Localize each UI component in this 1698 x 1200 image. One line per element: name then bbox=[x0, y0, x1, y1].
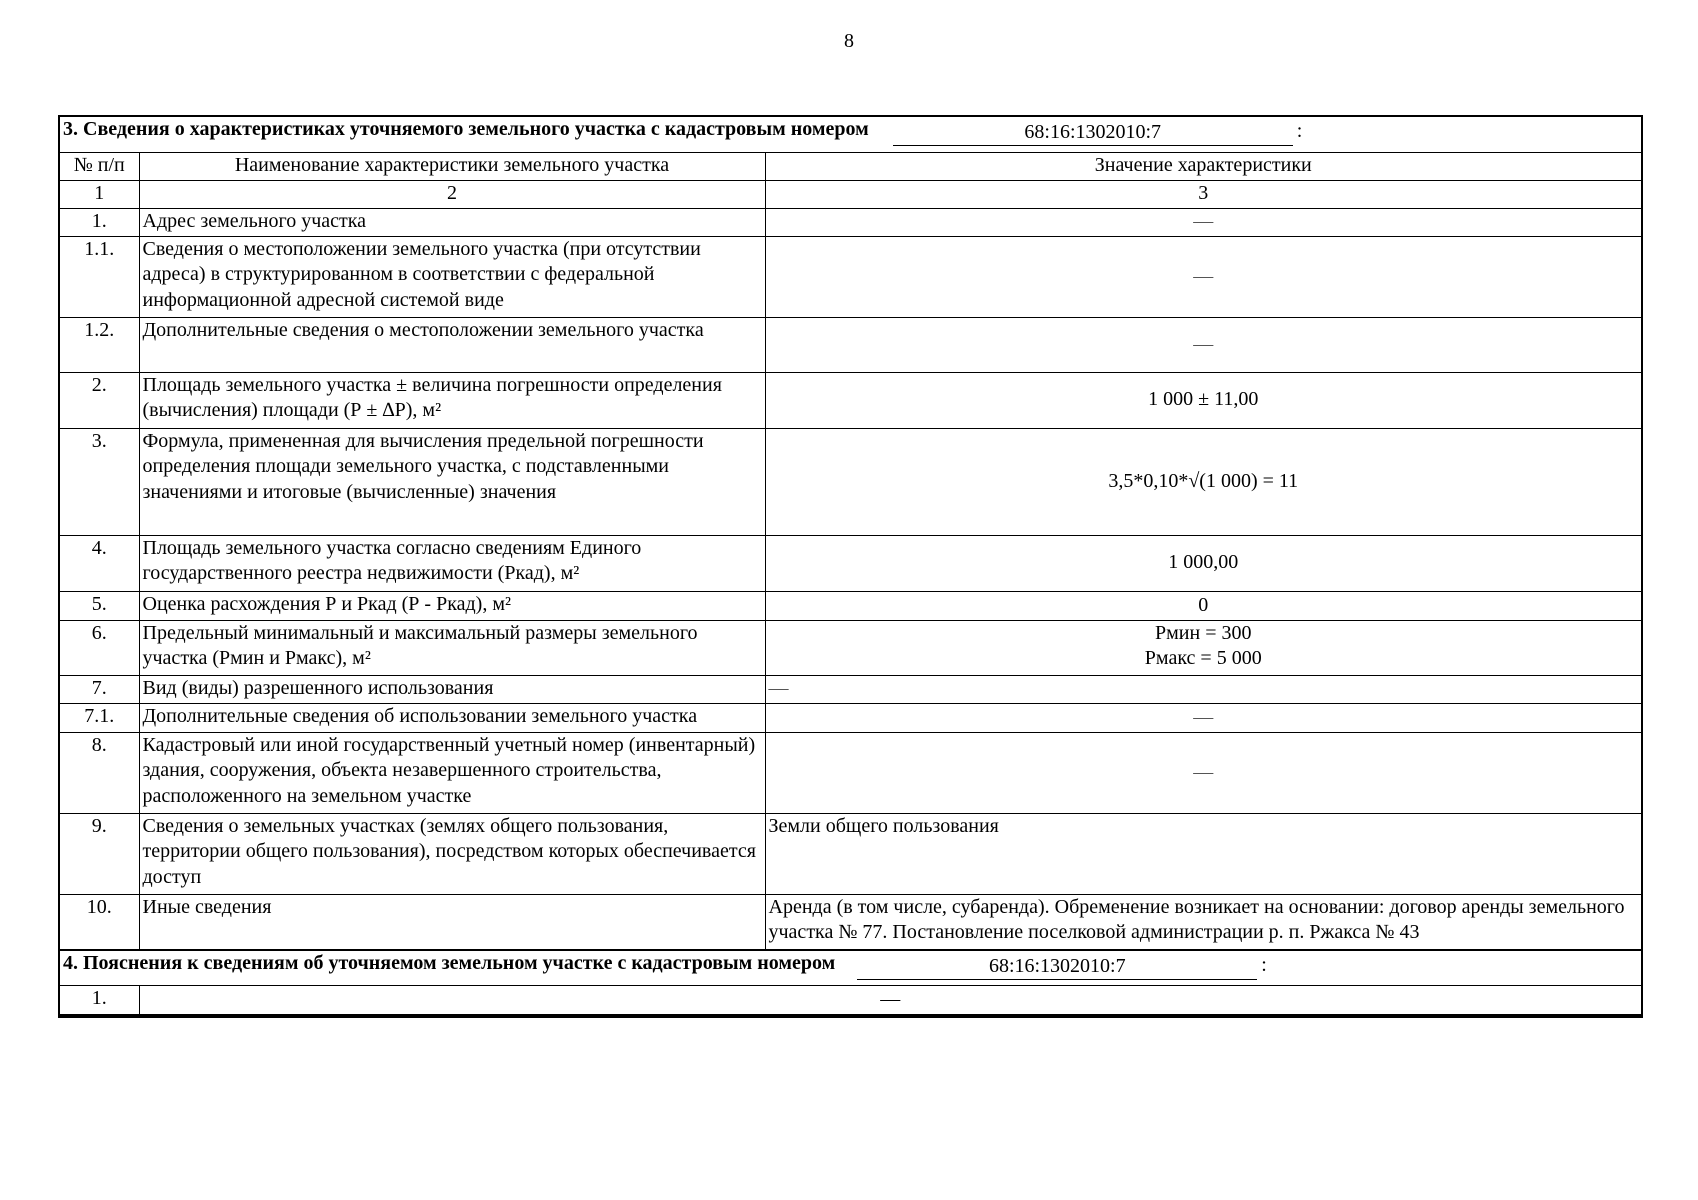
row-number: 1.2. bbox=[60, 317, 139, 372]
row-name: Дополнительные сведения о местоположении земельного участка bbox=[139, 317, 765, 372]
row-number: 10. bbox=[60, 894, 139, 950]
column-number-row bbox=[60, 180, 1641, 208]
row-value: 1 000 ± 11,00 bbox=[765, 372, 1641, 428]
row-number: 6. bbox=[60, 620, 139, 675]
column-header-value: Значение характеристики bbox=[765, 152, 1641, 180]
row-value-min: Рмин = 300 bbox=[1155, 621, 1252, 644]
row-number: 2. bbox=[60, 372, 139, 428]
row-number: 1. bbox=[60, 985, 139, 1014]
column-header-num: № п/п bbox=[60, 152, 139, 180]
row-value: — bbox=[139, 985, 1641, 1014]
row-name: Адрес земельного участка bbox=[139, 208, 765, 236]
section4-header-row bbox=[60, 950, 1641, 985]
row-name: Иные сведения bbox=[139, 894, 765, 950]
table-row bbox=[60, 535, 1641, 591]
column-header-row bbox=[60, 152, 1641, 180]
row-value: — bbox=[765, 236, 1641, 317]
row-number: 7. bbox=[60, 675, 139, 703]
table-row bbox=[60, 236, 1641, 317]
row-number: 4. bbox=[60, 535, 139, 591]
row-value: Земли общего пользования bbox=[765, 813, 1641, 894]
row-name: Кадастровый или иной государственный учетный номер (инвентарный) здания, сооружения, объекта незавершенного строительства, расположенного на земельном участке bbox=[139, 732, 765, 813]
table-row bbox=[60, 591, 1641, 620]
row-name: Сведения о местоположении земельного участка (при отсутствии адреса) в структурированном в соответствии с федеральной информационной адресной системой виде bbox=[139, 236, 765, 317]
row-value: — bbox=[765, 675, 1641, 703]
row-number: 9. bbox=[60, 813, 139, 894]
row-value: — bbox=[765, 732, 1641, 813]
row-value: — bbox=[765, 208, 1641, 236]
row-name: Площадь земельного участка согласно сведениям Единого государственного реестра недвижимости (Ркад), м² bbox=[139, 535, 765, 591]
table-row bbox=[60, 675, 1641, 703]
column-header-name: Наименование характеристики земельного участка bbox=[139, 152, 765, 180]
row-value-max: Рмакс = 5 000 bbox=[1144, 647, 1262, 669]
row-name: Дополнительные сведения об использовании земельного участка bbox=[139, 703, 765, 732]
row-name: Формула, примененная для вычисления предельной погрешности определения площади земельного участка, с подставленными значениями и итоговые (вычисленные) значения bbox=[139, 428, 765, 535]
row-number: 7.1. bbox=[60, 703, 139, 732]
table-row bbox=[60, 208, 1641, 236]
table-row bbox=[60, 317, 1641, 372]
row-name: Площадь земельного участка ± величина погрешности определения (вычисления) площади (Р ± ∆Р), м² bbox=[139, 372, 765, 428]
table-row bbox=[60, 813, 1641, 894]
row-value: Аренда (в том числе, субаренда). Обременение возникает на основании: договор аренды земельного участка № 77. Постановление поселковой администрации р. п. Ржакса № 43 bbox=[765, 894, 1641, 950]
row-name: Предельный минимальный и максимальный размеры земельного участка (Рмин и Рмакс), м² bbox=[139, 620, 765, 675]
page-number: 8 bbox=[844, 30, 854, 52]
row-value: — bbox=[765, 703, 1641, 732]
section4-cadastral-number: 68:16:1302010:7 bbox=[857, 953, 1257, 980]
row-number: 8. bbox=[60, 732, 139, 813]
table-row bbox=[60, 732, 1641, 813]
row-name: Оценка расхождения Р и Ркад (Р - Ркад), м² bbox=[139, 591, 765, 620]
table-row bbox=[60, 620, 1641, 675]
section3-header-row bbox=[60, 117, 1641, 152]
row-number: 1.1. bbox=[60, 236, 139, 317]
table-row bbox=[60, 985, 1641, 1014]
row-name: Вид (виды) разрешенного использования bbox=[139, 675, 765, 703]
row-value: 1 000,00 bbox=[765, 535, 1641, 591]
land-plot-table bbox=[58, 115, 1643, 1015]
column-number-1: 1 bbox=[60, 180, 139, 208]
row-value bbox=[765, 620, 1641, 675]
section3-title: 3. Сведения о характеристиках уточняемого земельного участка с кадастровым номером bbox=[63, 118, 869, 140]
section3-cadastral-number: 68:16:1302010:7 bbox=[893, 119, 1293, 146]
row-number: 1. bbox=[60, 208, 139, 236]
table-bottom-border bbox=[58, 1014, 1643, 1018]
table-row bbox=[60, 428, 1641, 535]
section3-colon: : bbox=[1296, 120, 1303, 142]
row-name: Сведения о земельных участках (землях общего пользования, территории общего пользования), посредством которых обеспечивается доступ bbox=[139, 813, 765, 894]
row-number: 3. bbox=[60, 428, 139, 535]
table-row bbox=[60, 372, 1641, 428]
row-value: 0 bbox=[765, 591, 1641, 620]
section4-colon: : bbox=[1261, 954, 1267, 976]
row-value: 3,5*0,10*√(1 000) = 11 bbox=[765, 428, 1641, 535]
row-value: — bbox=[765, 317, 1641, 372]
section4-title: 4. Пояснения к сведениям об уточняемом земельном участке с кадастровым номером bbox=[63, 952, 836, 974]
column-number-3: 3 bbox=[765, 180, 1641, 208]
row-number: 5. bbox=[60, 591, 139, 620]
table-row bbox=[60, 703, 1641, 732]
table-row bbox=[60, 894, 1641, 950]
column-number-2: 2 bbox=[139, 180, 765, 208]
